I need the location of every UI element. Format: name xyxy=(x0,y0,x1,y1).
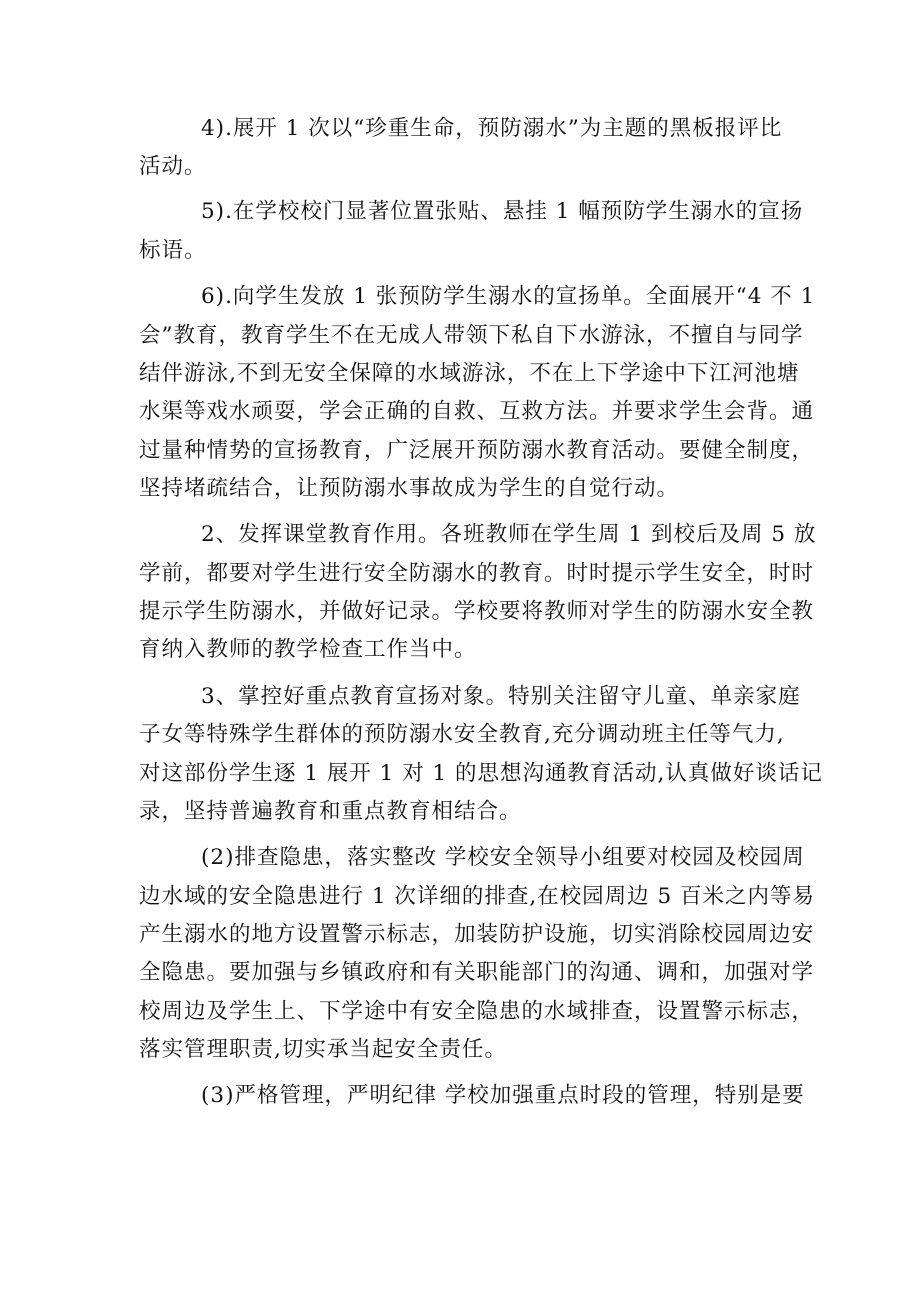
text-line: 2、发挥课堂教育作用。各班教师在学生周 1 到校后及周 5 放 xyxy=(201,522,817,547)
text-line: (3)严格管理，严明纪律 学校加强重点时段的管理，特别是要 xyxy=(201,1083,805,1108)
text-line: 水渠等戏水顽耍，学会正确的自救、互救方法。并要求学生会背。通 xyxy=(139,399,815,424)
text-line: 过量种情势的宣扬教育，广泛展开预防溺水教育活动。要健全制度， xyxy=(139,438,815,463)
text-line: 边水域的安全隐患进行 1 次详细的排查,在校园周边 5 百米之内等易 xyxy=(139,884,816,909)
text-line: 5).在学校校门显著位置张贴、悬挂 1 幅预防学生溺水的宣扬 xyxy=(201,199,804,224)
text-line: 结伴游泳,不到无安全保障的水域游泳，不在上下学途中下江河池塘 xyxy=(139,361,800,386)
text-line: 4).展开 1 次以“珍重生命，预防溺水”为主题的黑板报评比 xyxy=(201,116,783,141)
text-line: 提示学生防溺水，并做好记录。学校要将教师对学生的防溺水安全教 xyxy=(139,599,815,624)
text-line: 全隐患。要加强与乡镇政府和有关职能部门的沟通、调和，加强对学 xyxy=(139,960,815,985)
text-line: 学前，都要对学生进行安全防溺水的教育。时时提示学生安全，时时 xyxy=(139,561,815,586)
text-line: 子女等特殊学生群体的预防溺水安全教育,充分调动班主任等气力, xyxy=(139,722,785,747)
text-line: 对这部份学生逐 1 展开 1 对 1 的思想沟通教育活动,认真做好谈话记 xyxy=(139,761,823,786)
text-line: 校周边及学生上、下学途中有安全隐患的水域排查，设置警示标志， xyxy=(139,999,815,1024)
text-line: 坚持堵疏结合，让预防溺水事故成为学生的自觉行动。 xyxy=(139,476,680,501)
text-line: 录，坚持普遍教育和重点教育相结合。 xyxy=(139,799,522,824)
text-line: 会”教育，教育学生不在无成人带领下私自下水游泳，不擅自与同学 xyxy=(139,323,804,348)
text-line: 产生溺水的地方设置警示标志，加装防护设施，切实消除校园周边安 xyxy=(139,922,815,947)
text-line: 6).向学生发放 1 张预防学生溺水的宣扬单。全面展开“4 不 1 xyxy=(201,284,816,309)
text-line: (2)排查隐患，落实整改 学校安全领导小组要对校园及校园周 xyxy=(201,845,805,870)
text-line: 落实管理职责,切实承当起安全责任。 xyxy=(139,1037,507,1062)
text-line: 标语。 xyxy=(139,238,207,263)
text-line: 3、掌控好重点教育宣扬对象。特别关注留守儿童、单亲家庭 xyxy=(201,684,801,709)
text-line: 育纳入教师的教学检查工作当中。 xyxy=(139,637,477,662)
text-line: 活动。 xyxy=(139,154,207,179)
